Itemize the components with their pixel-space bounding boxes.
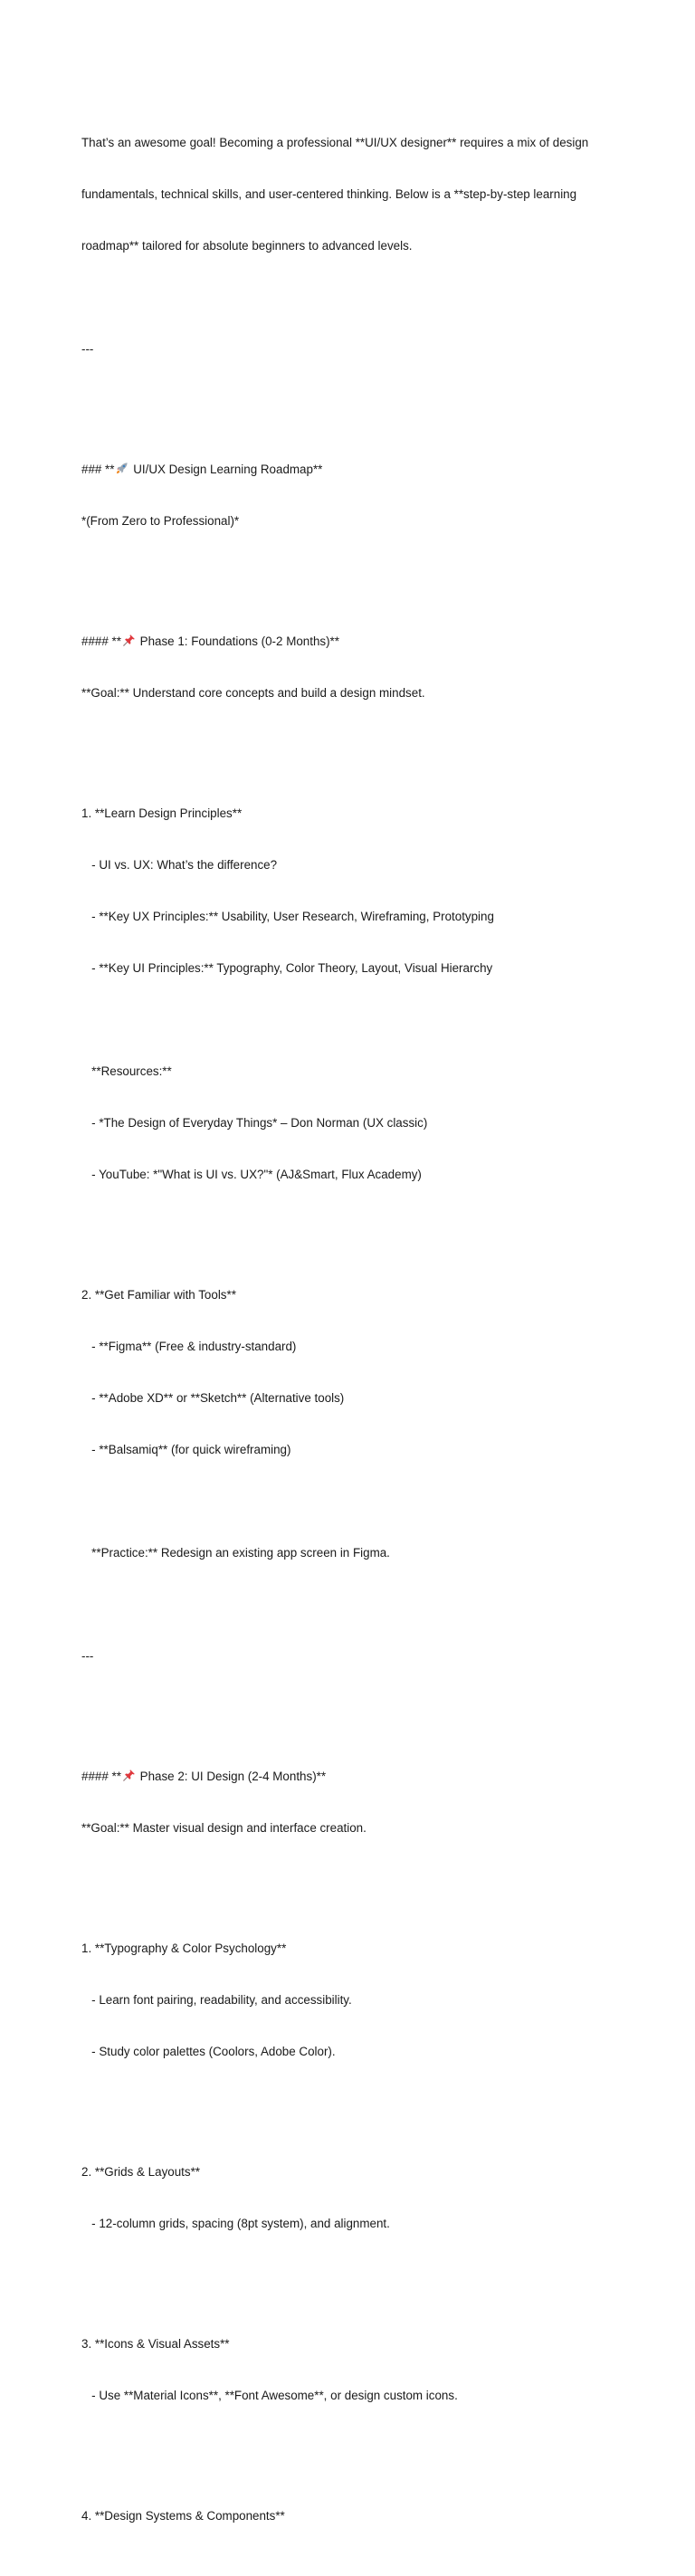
phase2-heading-text: Phase 2: UI Design (2-4 Months)** xyxy=(136,1770,327,1783)
phase2-item1-title: 1. **Typography & Color Psychology** xyxy=(81,1942,287,1955)
practice-line: **Practice:** Redesign an existing app screen in Figma. xyxy=(81,1546,390,1560)
phase1-goal: **Goal:** Understand core concepts and build a design mindset. xyxy=(81,686,425,700)
pushpin-icon xyxy=(122,1769,136,1782)
phase2-item4-title: 4. **Design Systems & Components** xyxy=(81,2509,285,2523)
rocket-icon xyxy=(115,462,129,475)
pushpin-icon xyxy=(122,634,136,647)
spacer xyxy=(81,1011,624,1028)
roadmap-subtitle: *(From Zero to Professional)* xyxy=(81,514,240,528)
list-item: - Use **Material Icons**, **Font Awesome**, or design custom icons. xyxy=(81,2389,458,2402)
list-item: - *The Design of Everyday Things* – Don Norman (UX classic) xyxy=(81,1116,428,1130)
title-text: UI/UX Design Learning Roadmap** xyxy=(129,463,323,476)
phase2-heading-prefix: #### ** xyxy=(81,1770,121,1783)
phase1-heading-text: Phase 1: Foundations (0-2 Months)** xyxy=(136,634,339,648)
spacer xyxy=(81,1871,624,1888)
list-item: - UI vs. UX: What’s the difference? xyxy=(81,858,278,872)
resources-label: **Resources:** xyxy=(81,1064,172,1078)
spacer xyxy=(81,1493,624,1510)
spacer xyxy=(81,564,624,581)
phase2-item2-title: 2. **Grids & Layouts** xyxy=(81,2165,200,2179)
spacer xyxy=(81,392,624,409)
intro-line-3: roadmap** tailored for absolute beginners to advanced levels. xyxy=(81,239,413,253)
list-item: - **Key UI Principles:** Typography, Color Theory, Layout, Visual Hierarchy xyxy=(81,961,493,975)
spacer xyxy=(81,2266,624,2284)
list-item: - **Adobe XD** or **Sketch** (Alternative tools) xyxy=(81,1391,345,1405)
list-item: - Study color palettes (Coolors, Adobe Color). xyxy=(81,2045,336,2058)
spacer xyxy=(81,2094,624,2112)
phase2-item3-title: 3. **Icons & Visual Assets** xyxy=(81,2337,230,2351)
divider: --- xyxy=(81,1649,94,1663)
intro-line-1: That’s an awesome goal! Becoming a professional **UI/UX designer** requires a mix of design xyxy=(81,136,589,149)
list-item: - 12-column grids, spacing (8pt system), and alignment. xyxy=(81,2217,390,2230)
phase2-heading xyxy=(81,1768,624,1785)
spacer xyxy=(81,1699,624,1716)
spacer xyxy=(81,1596,624,1613)
spacer xyxy=(81,2438,624,2456)
phase1-item2-title: 2. **Get Familiar with Tools** xyxy=(81,1288,236,1302)
spacer xyxy=(81,289,624,306)
phase1-heading xyxy=(81,633,624,650)
spacer xyxy=(81,736,624,753)
intro-line-2: fundamentals, technical skills, and user-centered thinking. Below is a **step-by-step learning xyxy=(81,187,577,201)
list-item: - Learn font pairing, readability, and accessibility. xyxy=(81,1993,352,2007)
list-item: - **Balsamiq** (for quick wireframing) xyxy=(81,1443,291,1456)
list-item: - **Figma** (Free & industry-standard) xyxy=(81,1340,297,1353)
divider: --- xyxy=(81,342,94,356)
roadmap-title xyxy=(81,461,624,478)
phase1-heading-prefix: #### ** xyxy=(81,634,121,648)
title-prefix: ### ** xyxy=(81,463,115,476)
document-body xyxy=(81,82,624,2576)
phase1-item1-title: 1. **Learn Design Principles** xyxy=(81,806,243,820)
phase2-goal: **Goal:** Master visual design and interface creation. xyxy=(81,1821,367,1835)
list-item: - YouTube: *"What is UI vs. UX?"* (AJ&Smart, Flux Academy) xyxy=(81,1168,422,1181)
spacer xyxy=(81,1217,624,1235)
list-item: - **Key UX Principles:** Usability, User Research, Wireframing, Prototyping xyxy=(81,910,494,923)
